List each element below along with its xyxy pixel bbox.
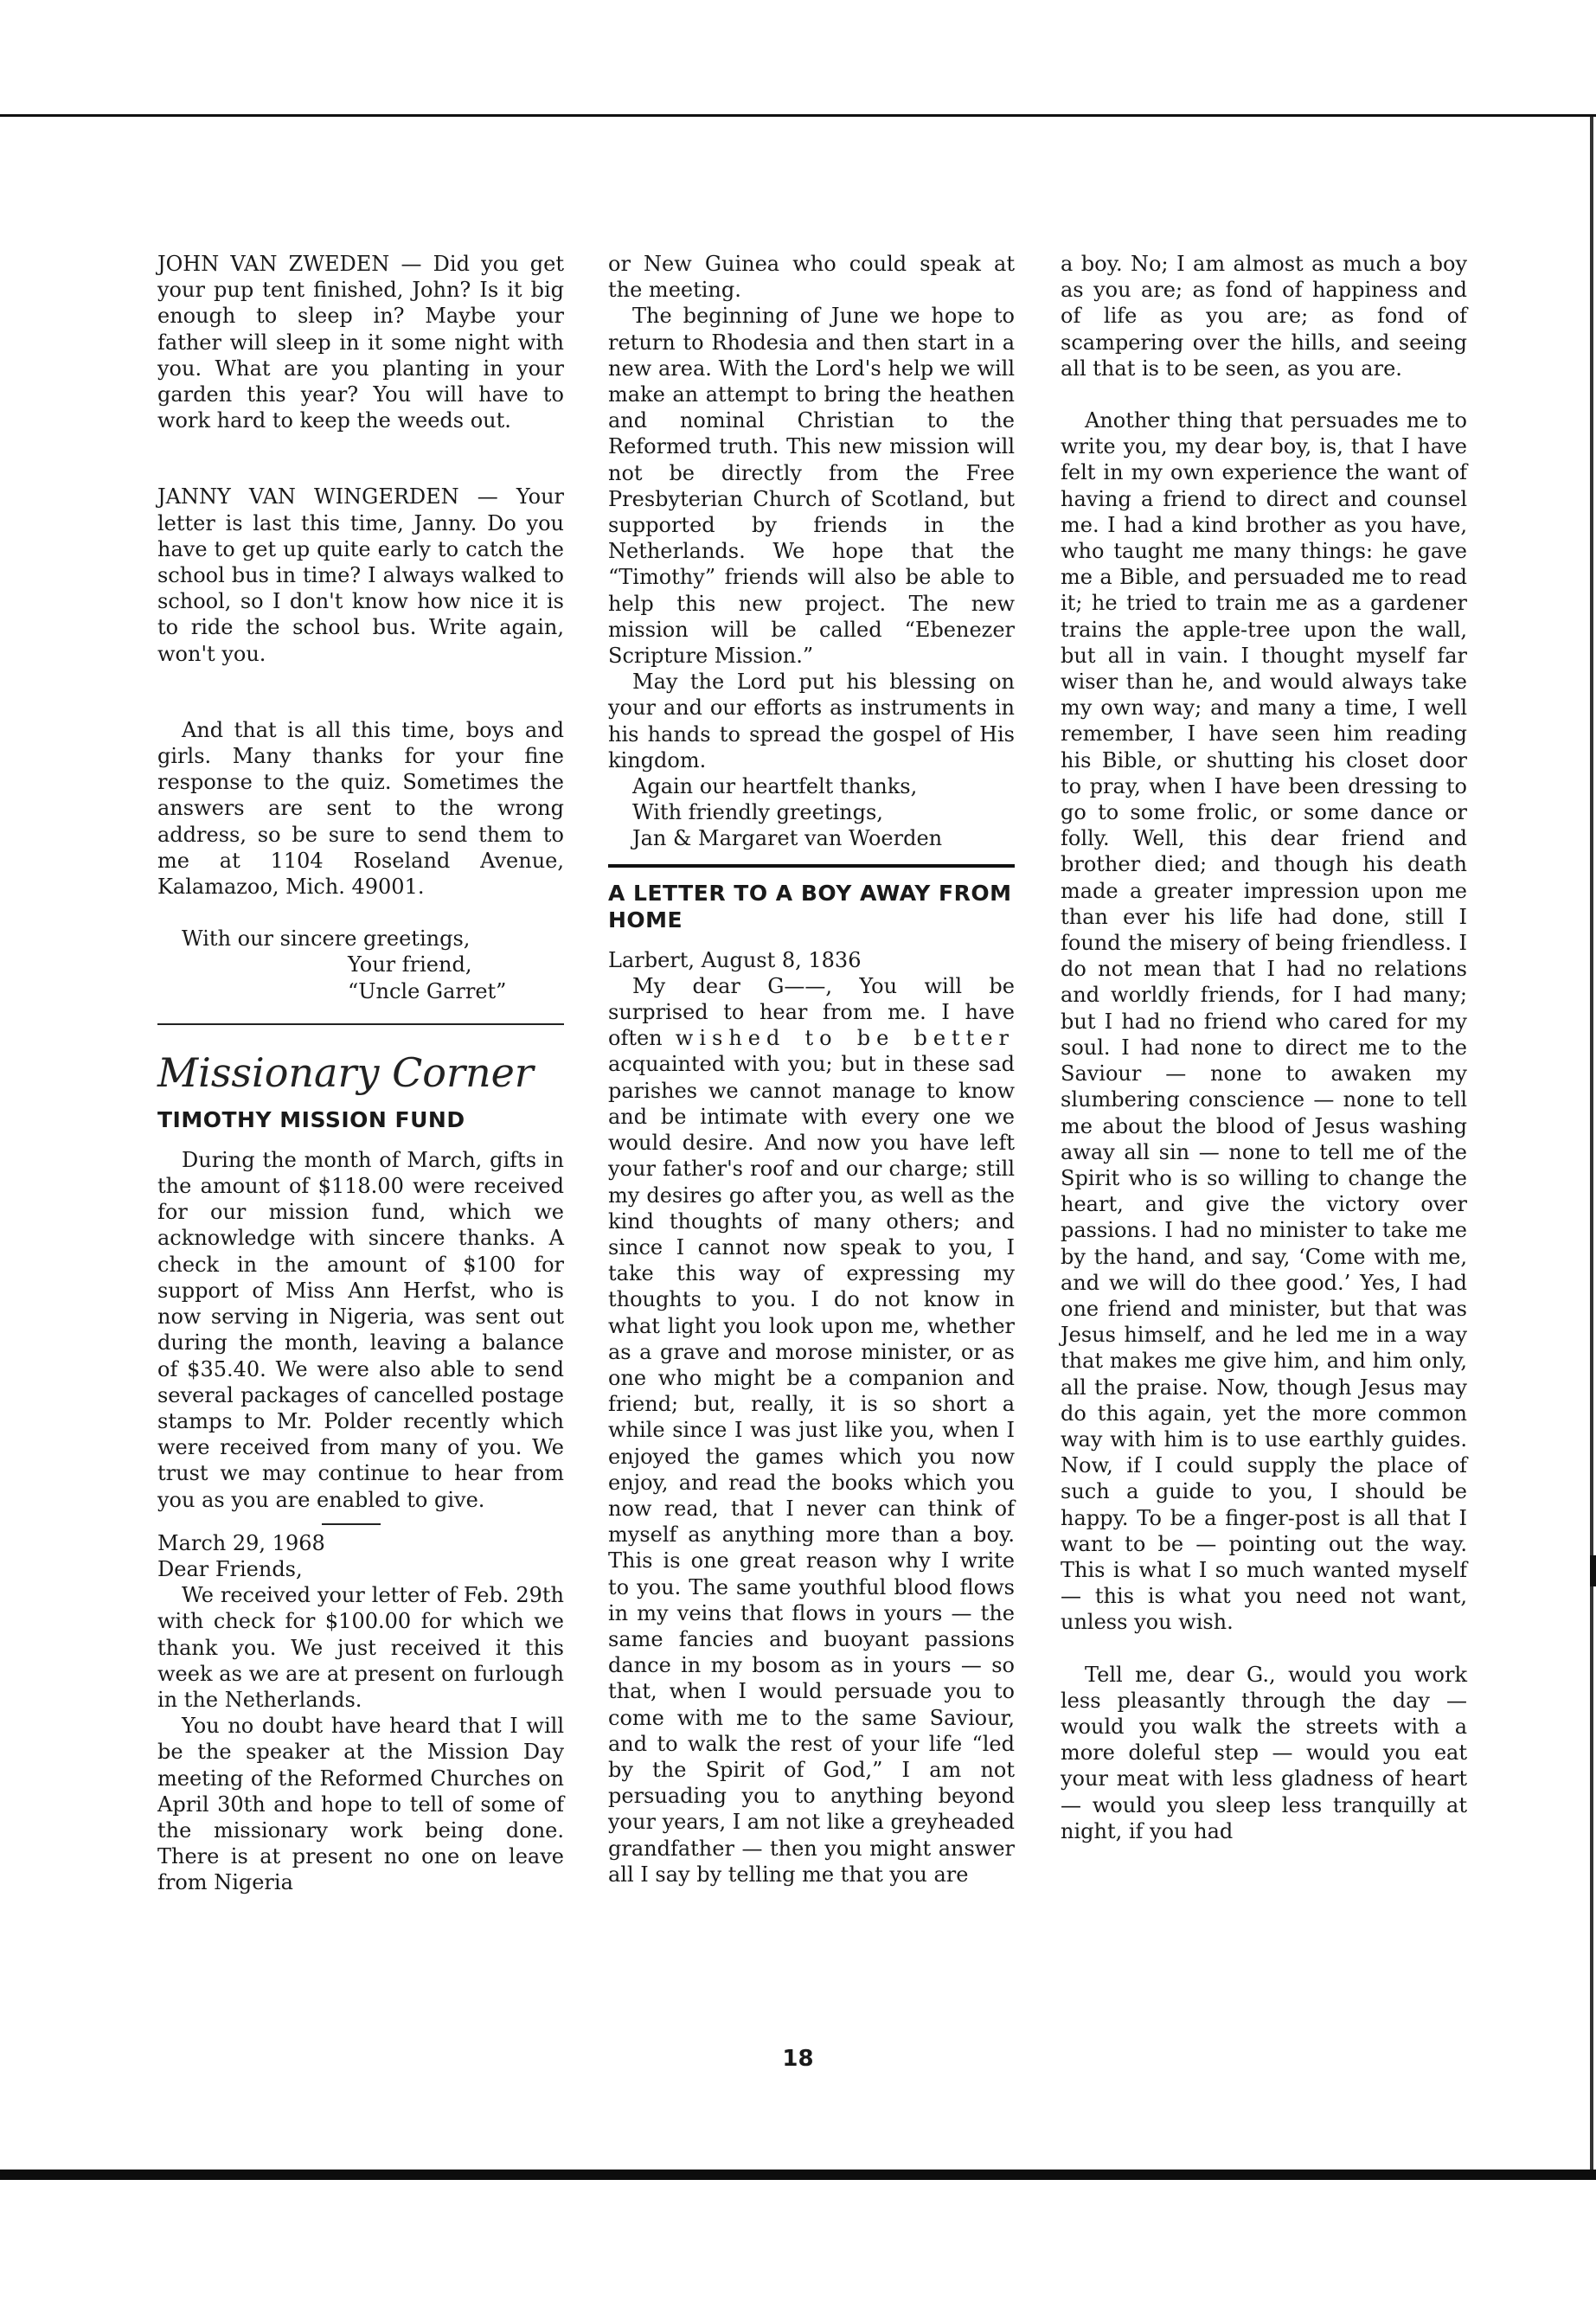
closing-greeting: With our sincere greetings, [182, 926, 471, 952]
closing-signature: “Uncle Garret” [348, 978, 507, 1003]
article-paragraph-3: Another thing that persuades me to write you, my dear boy, is, that I have felt in my own experience the want of having a friend to direct and counsel me. I had a kind brother as you have, who taught me many things: he gave me a Bible, and persuaded me to read it; he tried to train me as a gardener trains the apple-tree upon the wall, but all in vain. I thought myself far wiser than he, and would always take my own way; and many a time, I well remember, I have seen him reading his Bible, or shutting his closet door to pray, when I have been dressing to go to some frolic, or some dance or folly. Well, this dear friend and brother died; and though his death made a greater impression upon me than ever his life had done, still I found the misery of being friendless. I do not mean that I had no relations and worldly friends, for I had many; but I had no friend who cared for my soul. I had none to direct me to the Saviour — none to awaken my slumbering conscience — none to tell me about the blood of Jesus washing away all sin — none to tell me of the Spirit who is so willing to change the heart, and give the victory over passions. I had no minister to take me by the hand, and say, ‘Come with me, and we will do thee good.’ Yes, I had one friend and minister, but that was Jesus himself, and he led me in a way that makes me give him, and him only, all the praise. Now, though Jesus may do this again, yet the more common way with him is to use earthly guides. Now, if I could supply the place of such a guide to you, I should be happy. To be a finger-post is all that I want to be — pointing out the way. This is what I so much wanted myself — this is what you need not want, unless you wish. [1061, 408, 1467, 1635]
column-right [1061, 251, 1467, 1844]
top-border-line [0, 114, 1596, 117]
letter-continuation: or New Guinea who could speak at the meeting. [608, 252, 1015, 303]
section-subhead: TIMOTHY MISSION FUND [157, 1106, 465, 1132]
letter-salutation: Dear Friends, [157, 1556, 303, 1581]
letter-paragraph-1: We received your letter of Feb. 29th with check for $100.00 for which we thank you. We just received it this week as we are at present on furlough in the Netherlands. [157, 1583, 564, 1712]
letter-sign-2: With friendly greetings, [632, 800, 883, 825]
letter-sign-1: Again our heartfelt thanks, [632, 774, 918, 799]
article-headline: A LETTER TO A BOY AWAY FROM HOME [608, 880, 1012, 933]
article-dateline: Larbert, August 8, 1836 [608, 947, 862, 972]
letter-paragraph-2: You no doubt have heard that I will be the speaker at the Mission Day meeting of the Reformed Churches on April 30th and hope to tell of some of the missionary work being done. There is at present no one on leave from Nigeria [157, 1714, 564, 1895]
bottom-border-bar [0, 2170, 1596, 2180]
mission-fund-paragraph: During the month of March, gifts in the amount of $118.00 were received for our mission fund, which we acknowledge with sincere thanks. A check in the amount of $100 for support of Miss Ann Herfst, who is now serving in Nigeria, was sent out during the month, leaving a balance of $35.40. We were also able to send several packages of cancelled postage stamps to Mr. Polder recently which were received from many of you. We trust we may continue to hear from you as you are enabled to give. [157, 1147, 564, 1512]
page-number: 18 [782, 2046, 814, 2072]
article-text-a: My dear G——, You will be surprised to hear from me. I have often [608, 973, 1015, 1051]
article-paragraph-1 [608, 973, 1015, 1888]
column-left [157, 251, 564, 1896]
letter-paragraph-4: May the Lord put his blessing on your and our efforts as instruments in his hands to spread the gospel of His kingdom. [608, 670, 1015, 772]
reply-janny: JANNY VAN WINGERDEN — Your letter is last this time, Janny. Do you have to get up quite early to catch the school bus in time? I always walked to school, so I don't know how nice it is to ride the school bus. Write again, won't you. [157, 484, 564, 666]
article-paragraph-2: a boy. No; I am almost as much a boy as you are; as fond of happiness and of life as you are; as fond of scampering over the hills, and seeing all that is to be seen, as you are. [1061, 252, 1467, 381]
margin-mark [1590, 1555, 1596, 1586]
letter-paragraph-3: The beginning of June we hope to return to Rhodesia and then start in a new area. With the Lord's help we will make an attempt to bring the heathen and nominal Christian to the Reformed truth. This new mission will not be directly from the Free Presbyterian Church of Scotland, but supported by friends in the Netherlands. We hope that the “Timothy” friends will also be able to help this new project. The new mission will be called “Ebenezer Scripture Mission.” [608, 304, 1015, 669]
article-text-b: acquainted with you; but in these sad parishes we cannot manage to know and be intimate with every one we would desire. And now you have left your father's roof and our charge; still my desires go after you, as well as the kind thoughts of many others; and since I cannot now speak to you, I take this way of expressing my thoughts to you. I do not know in what light you look upon me, whether as a grave and morose minister, or as one who might be a companion and friend; but, really, it is so short a while since I was just like you, when I enjoyed the games which you now enjoy, and read the books which you now read, that I never can think of myself as anything more than a boy. This is one great reason why I write to you. The same youthful blood flows in my veins that flows in yours — the same fancies and buoyant passions dance in my bosom as in yours — so that, when I would persuade you to come with me to the same Saviour, and to walk the rest of your life “led by the Spirit of God,” I am not persuading you to anything beyond your years, I am not like a greyheaded grandfather — then you might answer all I say by telling me that you are [608, 1052, 1015, 1887]
section-title: Missionary Corner [157, 1048, 534, 1096]
column-middle [608, 251, 1015, 1888]
article-paragraph-4: Tell me, dear G., would you work less pleasantly through the day — would you walk the streets with a more doleful step — would you eat your meat with less gladness of heart — would you sleep less tranquilly at night, if you had [1061, 1662, 1467, 1843]
section-divider [157, 1023, 564, 1025]
letter-date: March 29, 1968 [157, 1530, 325, 1555]
right-page-edge [1590, 117, 1593, 2170]
closing-paragraph: And that is all this time, boys and girls. Many thanks for your fine response to the quiz. Sometimes the answers are sent to the wrong address, so be sure to send them to me at 1104 Roseland Avenue, Kalamazoo, Mich. 49001. [157, 717, 564, 900]
letter-sign-3: Jan & Margaret van Woerden [632, 826, 943, 851]
article-divider [608, 864, 1015, 868]
article-text-spaced: wished to be better [675, 1026, 1015, 1051]
reply-john: JOHN VAN ZWEDEN — Did you get your pup tent finished, John? Is it big enough to sleep in? Maybe your father will sleep in it some night with you. What are you planting in your garden this year? You will have to work hard to keep the weeds out. [157, 252, 564, 433]
short-divider [322, 1523, 381, 1525]
closing-friend: Your friend, [348, 952, 472, 977]
